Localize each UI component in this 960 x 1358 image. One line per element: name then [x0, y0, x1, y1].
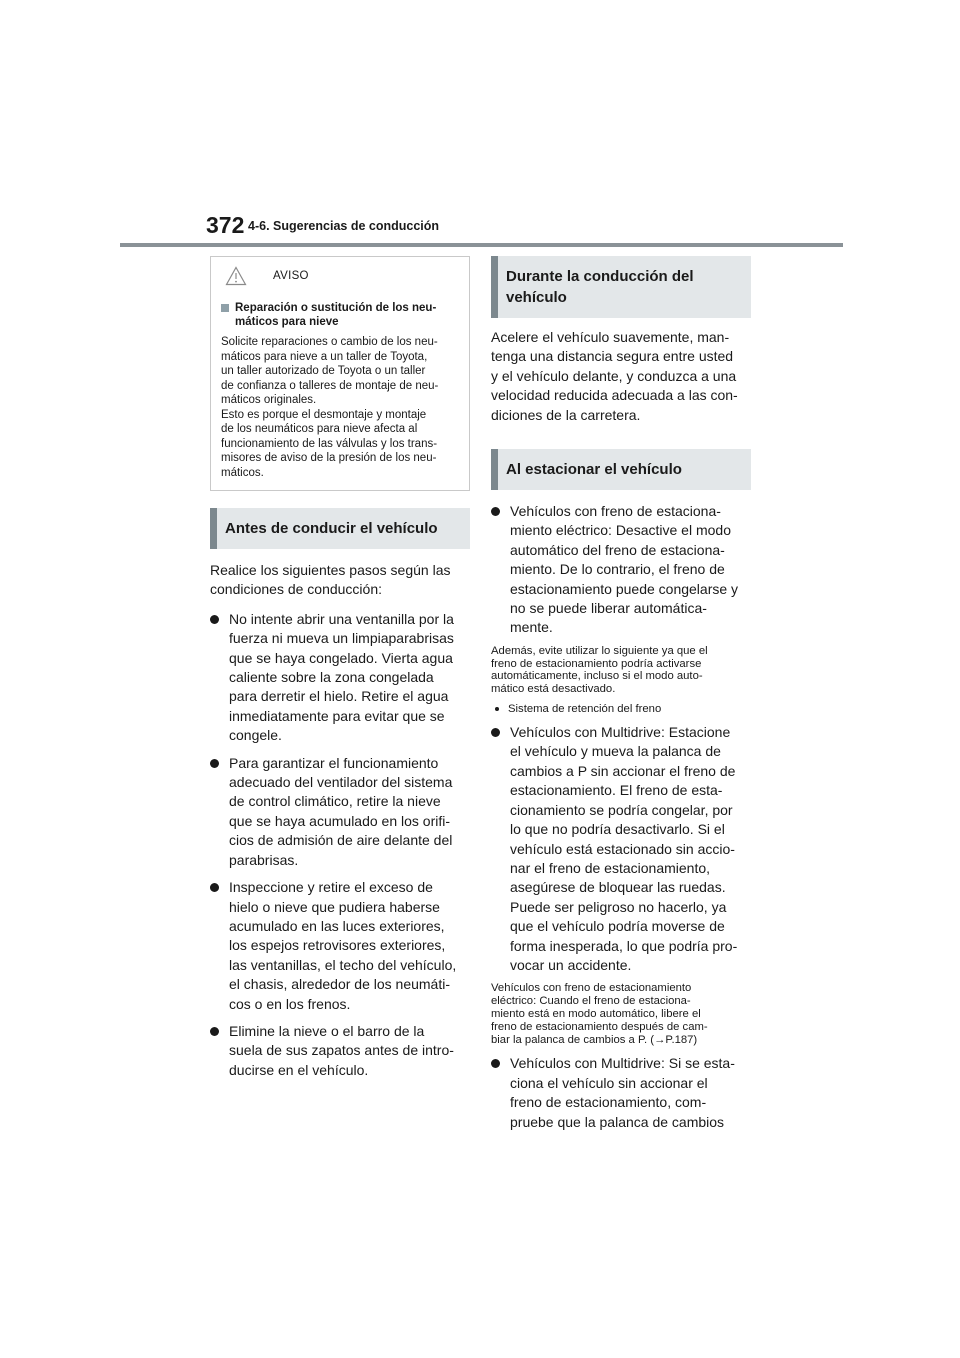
heading-before-driving: Antes de conducir el vehículo: [210, 508, 470, 549]
list-item-text: Elimine la nieve o el barro de la suela de sus zapatos antes de intro- ducirse en el vehículo.: [229, 1022, 454, 1078]
heading-during-driving: Durante la conducción del vehículo: [491, 256, 751, 318]
right-column: [491, 256, 751, 1132]
parking-list-3: [491, 1054, 751, 1132]
warning-body: Solicite reparaciones o cambio de los neu- máticos para nieve a un taller de Toyota, un taller autorizado de Toyota o un taller de confianza o talleres de montaje de neu- máticos originales. Esto es porque el desmontaje y montaje de los neumáticos para nieve afecta al funcionamiento de las válvulas y los trans- misores de aviso de la presión de los neu- máticos.: [221, 336, 439, 479]
bullet-dot-icon: [210, 1027, 219, 1036]
bullet-dot-icon: [210, 883, 219, 892]
list-item-text: Vehículos con Multidrive: Estacione el vehículo y mueva la palanca de cambios a P sin accionar el freno de estacionamiento. El freno de esta- cionamiento se podría congelar, por lo que no podría desactivarlo. Si el vehículo está estacionado sin accio- nar el freno de estacionamiento, asegúrese de bloquear las ruedas. Puede ser peligroso no hacerlo, ya que el vehículo podría moverse de forma inesperada, lo que podría pro- vocar un accidente.: [510, 724, 738, 973]
parking-note-1: Además, evite utilizar lo siguiente ya que el freno de estacionamiento podría activarse automáticamente, incluso si el modo auto- mático está desactivado.: [491, 644, 708, 696]
square-bullet-icon: [221, 304, 229, 312]
list-item-text: Vehículos con Multidrive: Si se esta- ciona el vehículo sin accionar el freno de estacionamiento, com- pruebe que la palanca de cambios: [510, 1055, 735, 1130]
bullet-dot-icon: [491, 1059, 500, 1068]
list-item: [491, 1054, 751, 1132]
list-item-text: No intente abrir una ventanilla por la fuerza ni mueva un limpiaparabrisas que se haya congelado. Vierta agua caliente sobre la zona congelada para derretir el hielo. Retire el agua inmediatamente para evitar que se congele.: [229, 610, 454, 744]
small-bullet-dot-icon: [495, 707, 499, 711]
warning-box: [210, 256, 470, 491]
bullet-dot-icon: [210, 759, 219, 768]
warning-triangle-icon: [225, 266, 247, 286]
bullet-dot-icon: [491, 728, 500, 737]
list-item-text: Vehículos con freno de estaciona- miento eléctrico: Desactive el modo automático del freno de estaciona- miento. De lo contrario, el freno de estacionamiento puede congelarse y no se puede liberar automática- mente.: [510, 503, 739, 636]
heading-parking: Al estacionar el vehículo: [491, 449, 751, 490]
during-driving-text: Acelere el vehículo suavemente, man- tenga una distancia segura entre usted y el vehículo delante, y conduzca a una velocidad reducida adecuada a las con- diciones de la carretera.: [491, 329, 738, 423]
before-driving-list: [210, 610, 470, 1080]
before-driving-intro: Realice los siguientes pasos según las condiciones de conducción:: [210, 562, 451, 598]
list-item-text: Inspeccione y retire el exceso de hielo o nieve que pudiera haberse acumulado en las luces exteriores, los espejos retrovisores exteriores, las ventanillas, el techo del vehículo, el chasis, alrededor de los neumáti- cos o en los frenos.: [229, 879, 457, 1012]
bullet-dot-icon: [210, 615, 219, 624]
left-column: [210, 256, 470, 1080]
warning-label: AVISO: [273, 270, 309, 282]
warning-subheading: [221, 301, 459, 329]
list-item-text: Para garantizar el funcionamiento adecuado del ventilador del sistema de control climático, retire la nieve que se haya acumulado en los orifi- cios de admisión de aire delante del parabrisas.: [229, 754, 453, 868]
header-rule: [120, 243, 843, 247]
list-item: [210, 610, 470, 746]
sub-list-item-text: Sistema de retención del freno: [508, 703, 662, 716]
list-item: [491, 723, 751, 975]
parking-list: [491, 502, 751, 638]
list-item: [491, 502, 751, 638]
list-item: [210, 754, 470, 870]
warning-header: [221, 265, 459, 287]
parking-note-2: Vehículos con freno de estacionamiento eléctrico: Cuando el freno de estaciona- miento está en modo automático, libere el freno de estacionamiento después de cam- biar la palanca de cambios a P. (→P.187): [491, 982, 708, 1046]
list-item: [210, 1022, 470, 1080]
bullet-dot-icon: [491, 507, 500, 516]
section-title: 4-6. Sugerencias de conducción: [248, 219, 440, 233]
parking-list-2: [491, 723, 751, 975]
page-number: 372: [206, 212, 245, 238]
list-item: [210, 878, 470, 1014]
sub-list-item: [491, 703, 751, 716]
warning-subheading-text: Reparación o sustitución de los neu- máticos para nieve: [235, 302, 437, 328]
